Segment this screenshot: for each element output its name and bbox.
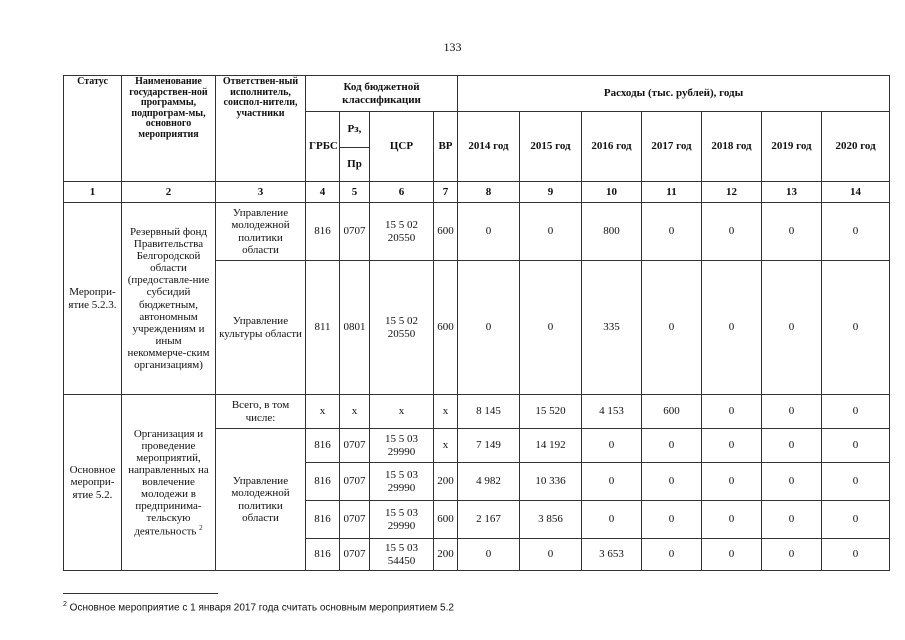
- row-value: 0: [458, 261, 520, 395]
- header-status: Статус: [64, 76, 122, 182]
- row-vr: 600: [434, 203, 458, 261]
- row-value: 0: [582, 429, 642, 463]
- column-number: 11: [642, 182, 702, 203]
- row-value: 3 653: [582, 539, 642, 571]
- row-rzpr: 0707: [340, 501, 370, 539]
- header-program-name: Наименование государствен-ной программы, подпрограм-мы, основного мероприятия: [122, 76, 216, 182]
- row-grbs: 811: [306, 261, 340, 395]
- row-value: 0: [822, 395, 890, 429]
- row-program-name: Резервный фонд Правительства Белгородской области (предоставле-ние субсидий бюджетным, автономным учреждениям и иным некоммерче-ским организациям): [122, 203, 216, 395]
- column-number-row: [64, 182, 890, 203]
- header-grbs: ГРБС: [306, 112, 340, 182]
- row-value: 0: [822, 501, 890, 539]
- row-value: 0: [762, 463, 822, 501]
- row-value: 0: [642, 429, 702, 463]
- header-year: 2015 год: [520, 112, 582, 182]
- column-number: 8: [458, 182, 520, 203]
- row-value: 0: [458, 539, 520, 571]
- row-value: 0: [762, 203, 822, 261]
- header-csr: ЦСР: [370, 112, 434, 182]
- row-value: 0: [642, 539, 702, 571]
- table-row: [64, 395, 890, 429]
- row-value: 0: [642, 501, 702, 539]
- row-value: 0: [642, 261, 702, 395]
- row-value: 7 149: [458, 429, 520, 463]
- column-number: 3: [216, 182, 306, 203]
- row-value: 0: [822, 463, 890, 501]
- row-rzpr: 0707: [340, 539, 370, 571]
- row-value: 0: [702, 463, 762, 501]
- row-vr: х: [434, 395, 458, 429]
- row-value: 335: [582, 261, 642, 395]
- row-rzpr: 0707: [340, 463, 370, 501]
- row-value: 0: [582, 463, 642, 501]
- row-value: 800: [582, 203, 642, 261]
- footnote-mark: 2: [63, 601, 67, 608]
- row-value: 0: [520, 539, 582, 571]
- row-value: 4 153: [582, 395, 642, 429]
- header-budget-code: Код бюджетной классификации: [306, 76, 458, 112]
- table-row: [64, 203, 890, 261]
- header-expenses: Расходы (тыс. рублей), годы: [458, 76, 890, 112]
- row-value: 0: [702, 539, 762, 571]
- row-program-name-text: Организация и проведение мероприятий, направленных на вовлечение молодежи в предпринима-тельскую деятельность: [128, 427, 209, 538]
- column-number: 5: [340, 182, 370, 203]
- row-value: 10 336: [520, 463, 582, 501]
- row-rzpr: 0707: [340, 203, 370, 261]
- row-grbs: 816: [306, 203, 340, 261]
- column-number: 2: [122, 182, 216, 203]
- row-grbs: 816: [306, 539, 340, 571]
- footnote-divider: [63, 593, 218, 594]
- row-grbs: 816: [306, 501, 340, 539]
- column-number: 1: [64, 182, 122, 203]
- header-year: 2014 год: [458, 112, 520, 182]
- footnote-text: Основное мероприятие с 1 января 2017 года считать основным мероприятием 5.2: [66, 602, 454, 614]
- row-value: 0: [702, 429, 762, 463]
- row-csr: х: [370, 395, 434, 429]
- row-grbs: 816: [306, 463, 340, 501]
- row-value: 0: [520, 261, 582, 395]
- row-value: 0: [702, 501, 762, 539]
- header-executor: Ответствен-ный исполнитель, соиспол-нители, участники: [216, 76, 306, 182]
- row-value: 0: [458, 203, 520, 261]
- row-value: 0: [702, 203, 762, 261]
- footnote: [63, 601, 454, 613]
- row-value: 0: [702, 261, 762, 395]
- row-csr: 15 5 02 20550: [370, 203, 434, 261]
- row-status: Меропри-ятие 5.2.3.: [64, 203, 122, 395]
- row-csr: 15 5 03 29990: [370, 501, 434, 539]
- header-year: 2020 год: [822, 112, 890, 182]
- row-value: 0: [822, 539, 890, 571]
- header-year: 2017 год: [642, 112, 702, 182]
- row-value: 4 982: [458, 463, 520, 501]
- row-value: 0: [642, 463, 702, 501]
- column-number: 13: [762, 182, 822, 203]
- row-value: 14 192: [520, 429, 582, 463]
- row-vr: 600: [434, 261, 458, 395]
- row-executor: Управление молодежной политики области: [216, 203, 306, 261]
- row-status: Основное меропри-ятие 5.2.: [64, 395, 122, 571]
- column-number: 12: [702, 182, 762, 203]
- header-pr: Пр: [340, 148, 370, 182]
- row-value: 0: [762, 395, 822, 429]
- footnote-mark: 2: [199, 523, 203, 532]
- row-grbs: 816: [306, 429, 340, 463]
- row-rzpr: 0707: [340, 429, 370, 463]
- column-number: 7: [434, 182, 458, 203]
- row-csr: 15 5 03 29990: [370, 429, 434, 463]
- row-value: 0: [762, 261, 822, 395]
- column-number: 6: [370, 182, 434, 203]
- row-executor: Управление культуры области: [216, 261, 306, 395]
- row-value: 0: [822, 261, 890, 395]
- header-year: 2016 год: [582, 112, 642, 182]
- column-number: 10: [582, 182, 642, 203]
- column-number: 14: [822, 182, 890, 203]
- row-vr: 200: [434, 463, 458, 501]
- row-value: 0: [822, 429, 890, 463]
- row-value: 0: [762, 539, 822, 571]
- row-program-name: [122, 395, 216, 571]
- row-grbs: х: [306, 395, 340, 429]
- row-value: 2 167: [458, 501, 520, 539]
- row-value: 0: [822, 203, 890, 261]
- row-vr: х: [434, 429, 458, 463]
- row-executor: Управление молодежной политики области: [216, 429, 306, 571]
- page-number: 133: [443, 40, 462, 54]
- row-vr: 200: [434, 539, 458, 571]
- budget-table: [63, 75, 890, 571]
- row-rzpr: х: [340, 395, 370, 429]
- row-value: 0: [582, 501, 642, 539]
- row-value: 0: [702, 395, 762, 429]
- header-year: 2018 год: [702, 112, 762, 182]
- row-value: 0: [762, 429, 822, 463]
- row-value: 600: [642, 395, 702, 429]
- row-csr: 15 5 02 20550: [370, 261, 434, 395]
- row-rzpr: 0801: [340, 261, 370, 395]
- row-value: 0: [762, 501, 822, 539]
- row-csr: 15 5 03 29990: [370, 463, 434, 501]
- header-vr: ВР: [434, 112, 458, 182]
- row-value: 3 856: [520, 501, 582, 539]
- header-year: 2019 год: [762, 112, 822, 182]
- row-value: 15 520: [520, 395, 582, 429]
- row-executor: Всего, в том числе:: [216, 395, 306, 429]
- row-value: 0: [642, 203, 702, 261]
- header-rz: Рз,: [340, 112, 370, 148]
- row-value: 0: [520, 203, 582, 261]
- row-csr: 15 5 03 54450: [370, 539, 434, 571]
- column-number: 4: [306, 182, 340, 203]
- row-value: 8 145: [458, 395, 520, 429]
- column-number: 9: [520, 182, 582, 203]
- row-vr: 600: [434, 501, 458, 539]
